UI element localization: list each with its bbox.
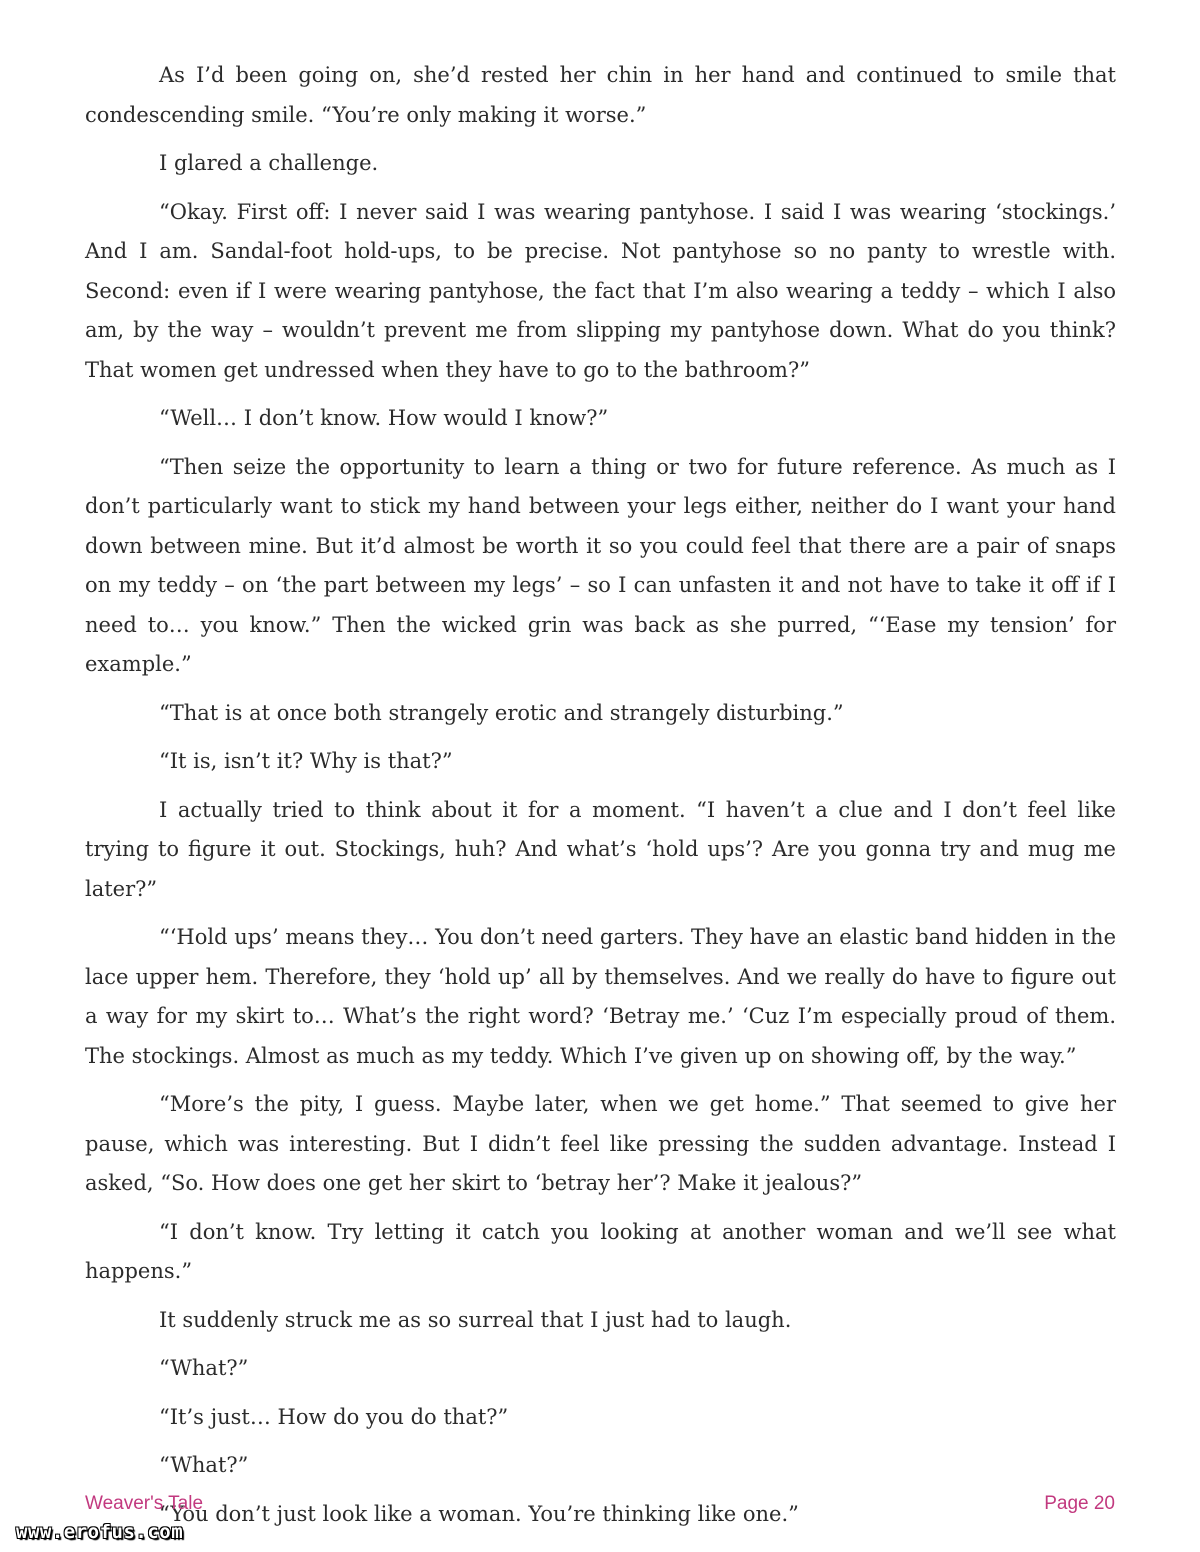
paragraph: “More’s the pity, I guess. Maybe later, when we get home.” That seemed to give her pause, which was interesting. But I didn’t feel like pressing the sudden advantage. Instead I asked, “So. How does one get her skirt to ‘betray her’? Make it jealous?”	[85, 1092, 1116, 1195]
paragraph: It suddenly struck me as so surreal that I just had to laugh.	[159, 1307, 792, 1332]
paragraph: “‘Hold ups’ means they… You don’t need garters. They have an elastic band hidden in the lace upper hem. Therefore, they ‘hold up’ all by themselves. And we really do have to figure out a way for my skirt to… What’s the right word? ‘Betray me.’ ‘Cuz I’m especially proud of them. The stockings. Almost as much as my teddy. Which I’ve given up on showing off, by the way.”	[85, 925, 1116, 1068]
footer-page-number: Page 20	[1044, 1493, 1115, 1514]
paragraph: “You don’t just look like a woman. You’re thinking like one.”	[159, 1501, 799, 1526]
paragraph: “What?”	[159, 1453, 249, 1477]
watermark-text: www.erofus.com	[16, 1521, 184, 1543]
paragraph: “It’s just… How do you do that?”	[159, 1404, 509, 1429]
paragraph: “It is, isn’t it? Why is that?”	[159, 749, 453, 773]
paragraph: “Then seize the opportunity to learn a thing or two for future reference. As much as I don’t particularly want to stick my hand between your legs either, neither do I want your hand down between mine. But it’d almost be worth it so you could feel that there are a pair of snaps on my teddy – on ‘the part between my legs’ – so I can unfasten it and not have to take it off if I need to… you know.” Then the wicked grin was back as she purred, “‘Ease my tension’ for example.”	[85, 454, 1116, 676]
paragraph: I actually tried to think about it for a moment. “I haven’t a clue and I don’t feel like trying to figure it out. Stockings, huh? And what’s ‘hold ups’? Are you gonna try and mug me later?”	[85, 797, 1116, 901]
paragraph: “That is at once both strangely erotic and strangely disturbing.”	[159, 700, 844, 725]
page-body-text	[85, 56, 1116, 1543]
paragraph: As I’d been going on, she’d rested her chin in her hand and continued to smile that condescending smile. “You’re only making it worse.”	[85, 63, 1116, 127]
paragraph: “I don’t know. Try letting it catch you looking at another woman and we’ll see what happens.”	[85, 1219, 1116, 1283]
paragraph: “What?”	[159, 1356, 249, 1380]
paragraph: “Okay. First off: I never said I was wearing pantyhose. I said I was wearing ‘stockings.’ And I am. Sandal-foot hold-ups, to be precise. Not pantyhose so no panty to wrestle with. Second: even if I were wearing pantyhose, the fact that I’m also wearing a teddy – which I also am, by the way – wouldn’t prevent me from slipping my pantyhose down. What do you think? That women get undressed when they have to go to the bathroom?”	[85, 199, 1116, 382]
paragraph: I glared a challenge.	[159, 151, 379, 175]
footer-book-title: Weaver's Tale	[85, 1493, 204, 1514]
paragraph: “Well… I don’t know. How would I know?”	[159, 406, 609, 430]
